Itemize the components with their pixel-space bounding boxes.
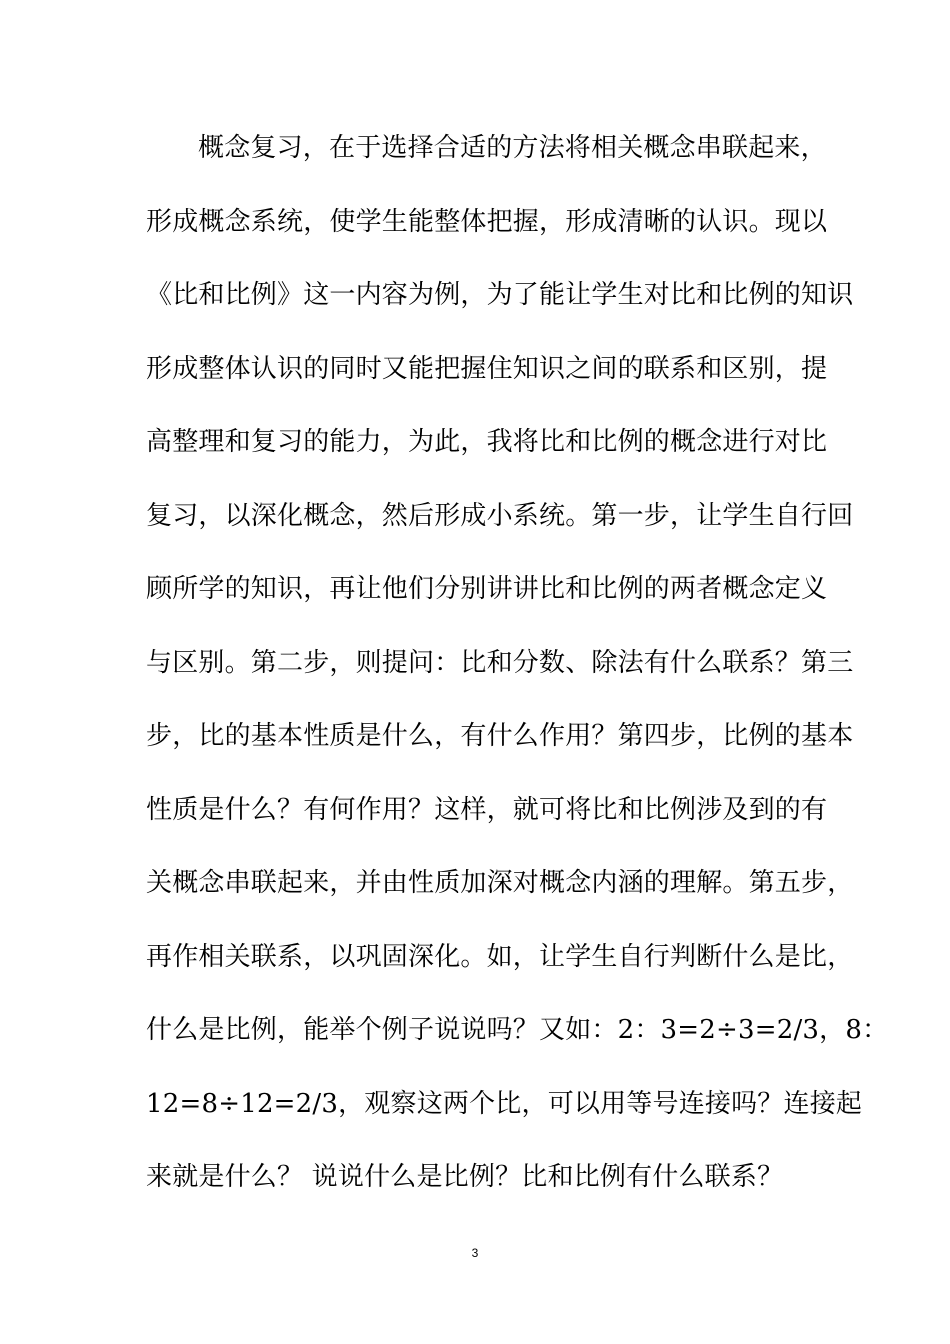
paragraph-line: 高整理和复习的能力，为此，我将比和比例的概念进行对比 [146,427,828,457]
paragraph-line: 顾所学的知识，再让他们分别讲讲比和比例的两者概念定义 [146,574,828,604]
body-paragraph [146,128,889,1231]
paragraph-line: 什么是比例，能举个例子说说吗？又如：2：3=2÷3=2/3，8： [146,1015,889,1045]
paragraph-line: 关概念串联起来，并由性质加深对概念内涵的理解。第五步， [146,868,854,898]
paragraph-line: 性质是什么？有何作用？这样，就可将比和比例涉及到的有 [146,794,828,825]
paragraph-line: 形成概念系统，使学生能整体把握，形成清晰的认识。现以 [146,206,828,237]
paragraph-line: 复习，以深化概念，然后形成小系统。第一步，让学生自行回 [146,500,854,531]
paragraph-line: 12=8÷12=2/3，观察这两个比，可以用等号连接吗？连接起 [146,1088,863,1119]
paragraph-line: 与区别。第二步，则提问：比和分数、除法有什么联系？第三 [146,647,854,678]
paragraph-line: 再作相关联系，以巩固深化。如，让学生自行判断什么是比， [146,941,854,972]
page-number: 3 [471,1246,479,1260]
paragraph-line: 步，比的基本性质是什么，有什么作用？第四步，比例的基本 [146,721,854,751]
paragraph-line: 来就是什么？ 说说什么是比例？比和比例有什么联系？ [146,1162,784,1192]
paragraph-line: 形成整体认识的同时又能把握住知识之间的联系和区别，提 [146,353,828,384]
paragraph-line: 概念复习，在于选择合适的方法将相关概念串联起来， [198,133,827,163]
paragraph-line: 《比和比例》这一内容为例，为了能让学生对比和比例的知识 [146,280,854,310]
